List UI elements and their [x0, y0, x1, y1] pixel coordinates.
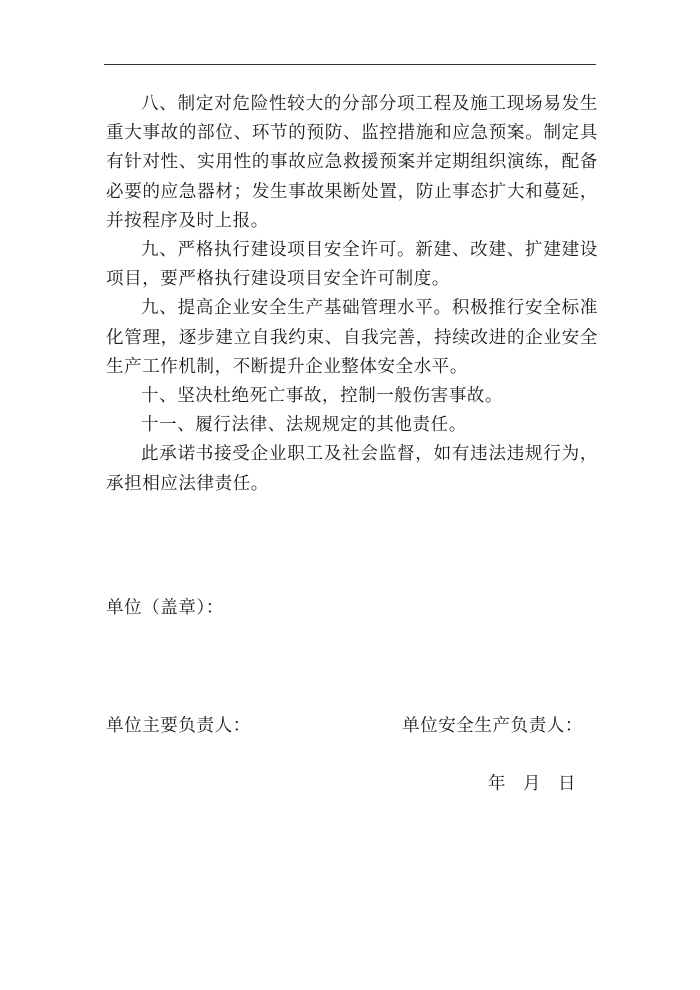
supervision-statement: 此承诺书接受企业职工及社会监督，如有违法违规行为，承担相应法律责任。: [106, 444, 598, 494]
date-day: 日: [558, 774, 576, 794]
date-year: 年: [488, 774, 506, 794]
clause-8: 八、制定对危险性较大的分部分项工程及施工现场易发生重大事故的部位、环节的预防、监控措施和应急预案。制定具有针对性、实用性的事故应急救援预案并定期组织演练，配备必要的应急器材；发生事故果断处置，防止事态扩大和蔓延，并按程序及时上报。: [106, 94, 598, 231]
unit-seal-label: 单位（盖章）：: [106, 598, 224, 618]
clause-9-permit: 九、严格执行建设项目安全许可。新建、改建、扩建建设项目，要严格执行建设项目安全许可制度。: [106, 240, 598, 290]
header-rule: [104, 64, 596, 65]
clause-11: 十一、履行法律、法规规定的其他责任。: [141, 415, 467, 436]
unit-leader-label: 单位主要负责人：: [106, 716, 251, 736]
commitment-body: [106, 90, 598, 499]
clause-9-management: 九、提高企业安全生产基础管理水平。积极推行安全标准化管理，逐步建立自我约束、自我完善，持续改进的企业安全生产工作机制，不断提升企业整体安全水平。: [106, 298, 598, 377]
date-month: 月: [523, 774, 541, 794]
clause-10: 十、坚决杜绝死亡事故，控制一般伤害事故。: [141, 386, 503, 407]
safety-leader-label: 单位安全生产负责人：: [402, 716, 583, 736]
